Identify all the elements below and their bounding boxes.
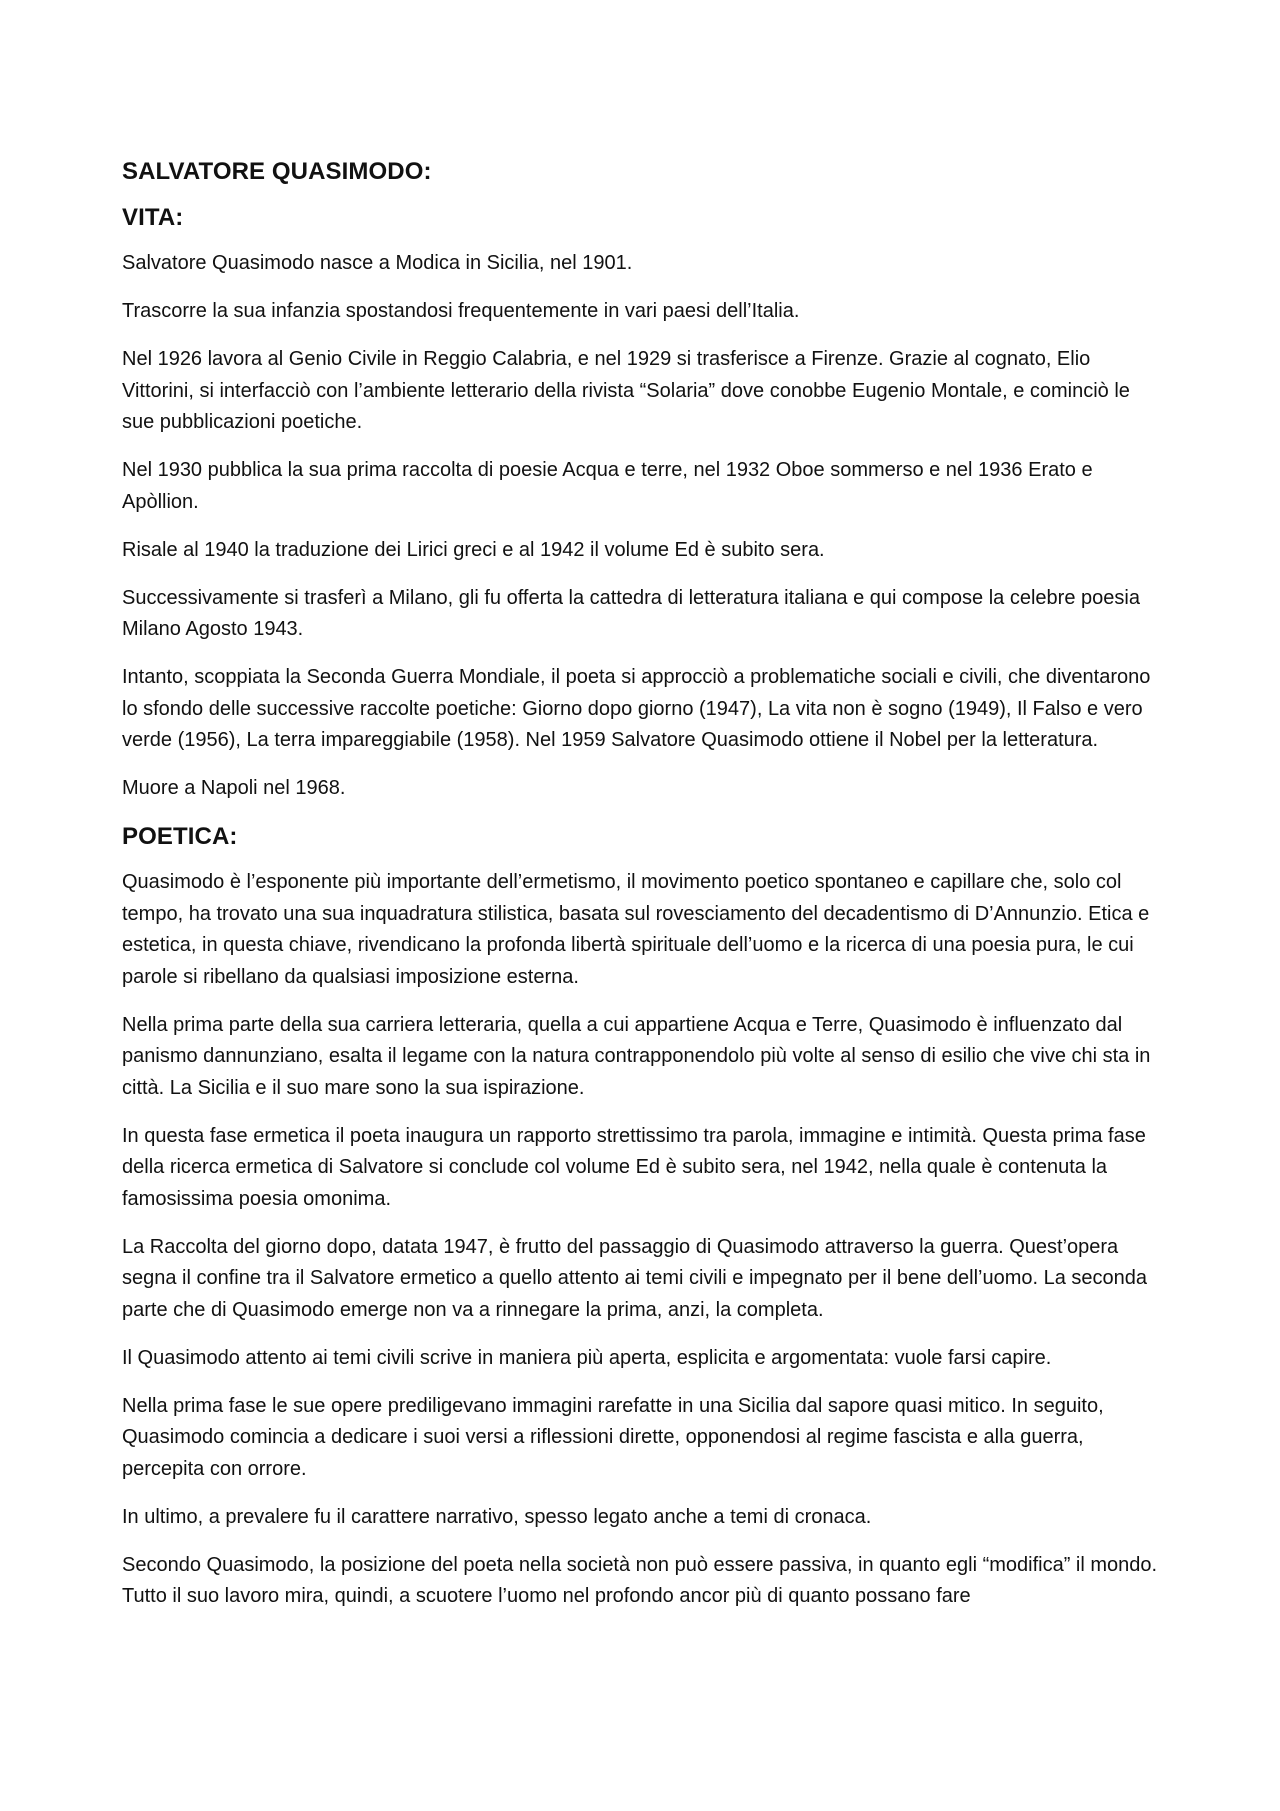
paragraph: Secondo Quasimodo, la posizione del poeta nella società non può essere passiva, in quanto egli “modifica” il mondo. Tutto il suo lavoro mira, quindi, a scuotere l’uomo nel profondo ancor più di quanto possano fare (122, 1553, 1158, 1607)
section-heading-vita: VITA: (122, 204, 184, 231)
document-body (122, 156, 1164, 1629)
paragraph: Trascorre la sua infanzia spostandosi frequentemente in vari paesi dell’Italia. (122, 300, 800, 322)
paragraph: La Raccolta del giorno dopo, datata 1947, è frutto del passaggio di Quasimodo attraverso la guerra. Quest’opera segna il confine tra il Salvatore ermetico a quello attento ai temi civili e impegnato per il bene dell’uomo. La seconda parte che di Quasimodo emerge non va a rinnegare la prima, anzi, la completa. (122, 1235, 1148, 1321)
paragraph: Successivamente si trasferì a Milano, gli fu offerta la cattedra di letteratura italiana e qui compose la celebre poesia Milano Agosto 1943. (122, 586, 1140, 640)
paragraph: Nel 1930 pubblica la sua prima raccolta di poesie Acqua e terre, nel 1932 Oboe sommerso e nel 1936 Erato e Apòllion. (122, 459, 1093, 513)
paragraph: Nella prima fase le sue opere prediligevano immagini rarefatte in una Sicilia dal sapore quasi mitico. In seguito, Quasimodo comincia a dedicare i suoi versi a riflessioni dirette, opponendosi al regime fascista e alla guerra, percepita con orrore. (122, 1394, 1104, 1480)
paragraph: In questa fase ermetica il poeta inaugura un rapporto strettissimo tra parola, immagine e intimità. Questa prima fase della ricerca ermetica di Salvatore si conclude col volume Ed è subito sera, nel 1942, nella quale è contenuta la famosissima poesia omonima. (122, 1124, 1146, 1210)
paragraph: Quasimodo è l’esponente più importante dell’ermetismo, il movimento poetico spontaneo e capillare che, solo col tempo, ha trovato una sua inquadratura stilistica, basata sul rovesciamento del decadentismo di D’Annunzio. Etica e estetica, in questa chiave, rivendicano la profonda libertà spirituale dell’uomo e la ricerca di una poesia pura, le cui parole si ribellano da qualsiasi imposizione esterna. (122, 871, 1150, 988)
section-heading-poetica: POETICA: (122, 823, 238, 850)
paragraph: Nel 1926 lavora al Genio Civile in Reggio Calabria, e nel 1929 si trasferisce a Firenze. Grazie al cognato, Elio Vittorini, si interfacciò con l’ambiente letterario della rivista “Solaria” dove conobbe Eugenio Montale, e cominciò le sue pubblicazioni poetiche. (122, 348, 1130, 433)
paragraph: Intanto, scoppiata la Seconda Guerra Mondiale, il poeta si approcciò a problematiche sociali e civili, che diventarono lo sfondo delle successive raccolte poetiche: Giorno dopo giorno (1947), La vita non è sogno (1949), Il Falso e vero verde (1956), La terra impareggiabile (1958). Nel 1959 Salvatore Quasimodo ottiene il Nobel per la letteratura. (122, 666, 1151, 751)
paragraph: Salvatore Quasimodo nasce a Modica in Sicilia, nel 1901. (122, 252, 633, 274)
paragraph: Il Quasimodo attento ai temi civili scrive in maniera più aperta, esplicita e argomentata: vuole farsi capire. (122, 1346, 1052, 1369)
paragraph: Muore a Napoli nel 1968. (122, 777, 346, 799)
paragraph: Nella prima parte della sua carriera letteraria, quella a cui appartiene Acqua e Terre, Quasimodo è influenzato dal panismo dannunziano, esalta il legame con la natura contrapponendolo più volte al senso di esilio che vive chi sta in città. La Sicilia e il suo mare sono la sua ispirazione. (122, 1013, 1151, 1099)
document-title: SALVATORE QUASIMODO: (122, 158, 432, 185)
paragraph: In ultimo, a prevalere fu il carattere narrativo, spesso legato anche a temi di cronaca. (122, 1505, 872, 1528)
paragraph: Risale al 1940 la traduzione dei Lirici greci e al 1942 il volume Ed è subito sera. (122, 538, 825, 561)
